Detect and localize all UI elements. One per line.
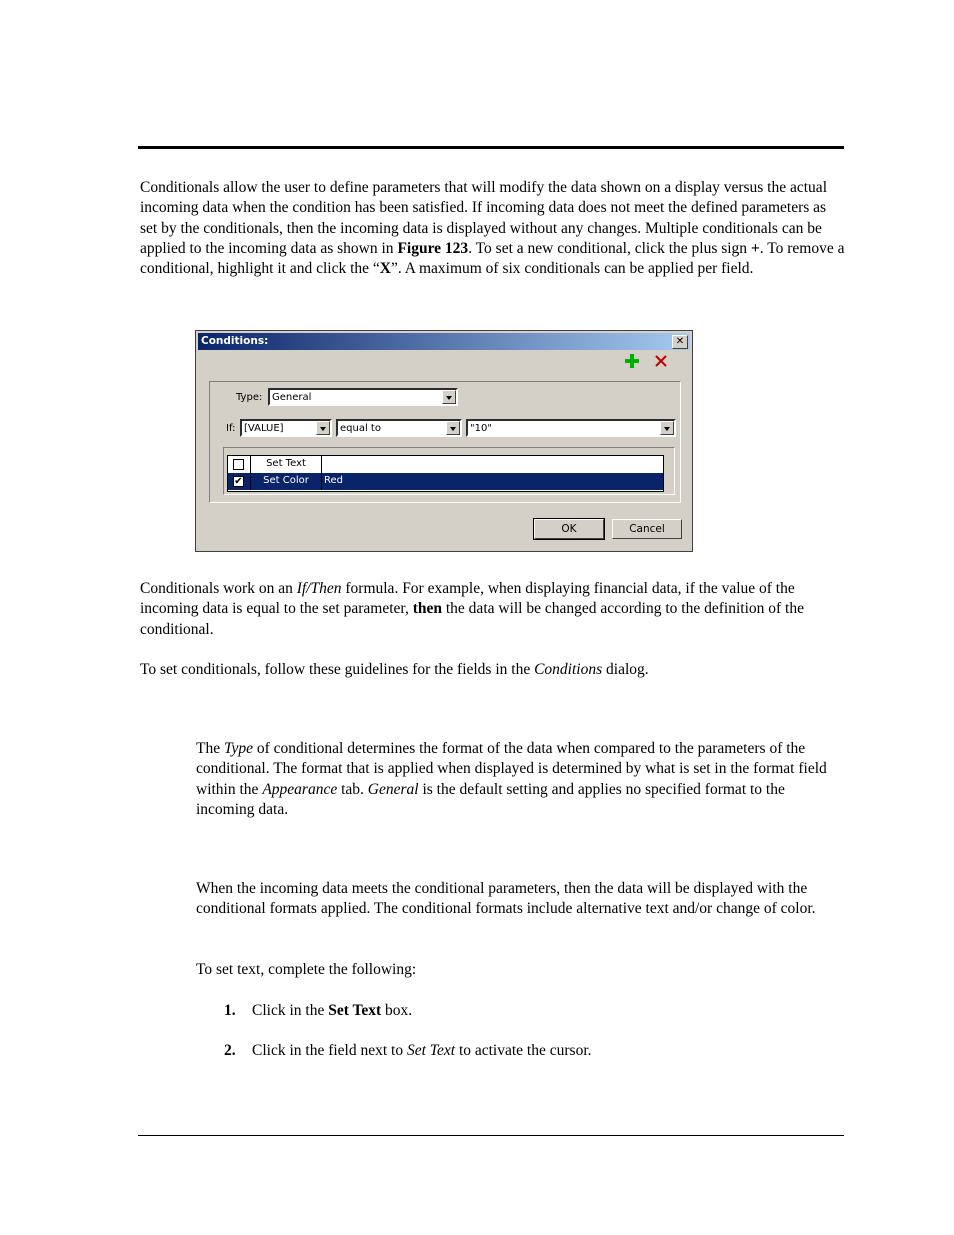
if-label: If: — [226, 423, 236, 434]
chevron-down-icon[interactable] — [446, 421, 460, 435]
set-color-checkbox[interactable]: ✔ — [234, 476, 243, 487]
header-rule — [138, 146, 844, 149]
type-paragraph: The Type of conditional determines the format of the data when compared to the parameters of the conditional. The format that is applied when displayed is determined by what is set in the format field within the Appearance tab. General is the default setting and applies no specified format to the incoming data. — [196, 740, 827, 818]
intro-paragraph: Conditionals allow the user to define parameters that will modify the data shown on a display versus the actual incoming data when the condition has been satisfied. If incoming data does not meet the defined parameters as set by the conditionals, then the incoming data is displayed without any changes. Multiple conditionals can be applied to the incoming data as shown in Figure 123. To set a new conditional, click the plus sign +. To remove a conditional, highlight it and click the “X”. A maximum of six conditionals can be applied per field. — [140, 179, 845, 278]
conditions-dialog — [195, 330, 693, 552]
chevron-down-icon[interactable] — [660, 421, 674, 435]
figure-reference: Figure 123 — [397, 239, 469, 257]
formats-paragraph: When the incoming data meets the conditional parameters, then the data will be displayed with the conditional formats applied. The conditional formats include alternative text and/or change of color. — [196, 880, 816, 918]
set-text-checkbox[interactable] — [233, 459, 244, 470]
cancel-button[interactable]: Cancel — [612, 519, 682, 539]
guidelines-paragraph: To set conditionals, follow these guidelines for the fields in the Conditions dialog. — [140, 661, 649, 678]
format-list — [227, 455, 664, 492]
footer-rule — [138, 1135, 844, 1136]
chevron-down-icon[interactable] — [442, 390, 456, 404]
chevron-down-icon[interactable] — [316, 421, 330, 435]
step-2: 2. Click in the field next to Set Text to activate the cursor. — [224, 1042, 592, 1059]
type-label: Type: — [236, 392, 263, 403]
ok-button[interactable]: OK — [534, 519, 604, 539]
list-item-set-text[interactable]: Set Text — [228, 456, 663, 474]
remove-condition-icon[interactable] — [653, 353, 669, 369]
close-icon[interactable]: ✕ — [672, 335, 688, 349]
settext-paragraph: To set text, complete the following: — [196, 961, 417, 978]
ifthen-paragraph: Conditionals work on an If/Then formula. For example, when displaying financial data, if the value of the incoming data is equal to the set parameter, then the data will be changed according to the definition of the conditional. — [140, 580, 804, 638]
if-operator-select[interactable]: equal to — [336, 419, 462, 437]
dialog-titlebar — [198, 333, 690, 350]
step-1: 1. Click in the Set Text box. — [224, 1002, 413, 1019]
dialog-title: Conditions: — [201, 335, 269, 347]
type-select[interactable]: General — [268, 388, 458, 406]
if-field-select[interactable]: [VALUE] — [240, 419, 332, 437]
list-item-set-color[interactable]: ✔ Set Color Red — [228, 473, 663, 490]
add-condition-icon[interactable] — [623, 352, 641, 370]
if-value-select[interactable]: "10" — [466, 419, 676, 437]
